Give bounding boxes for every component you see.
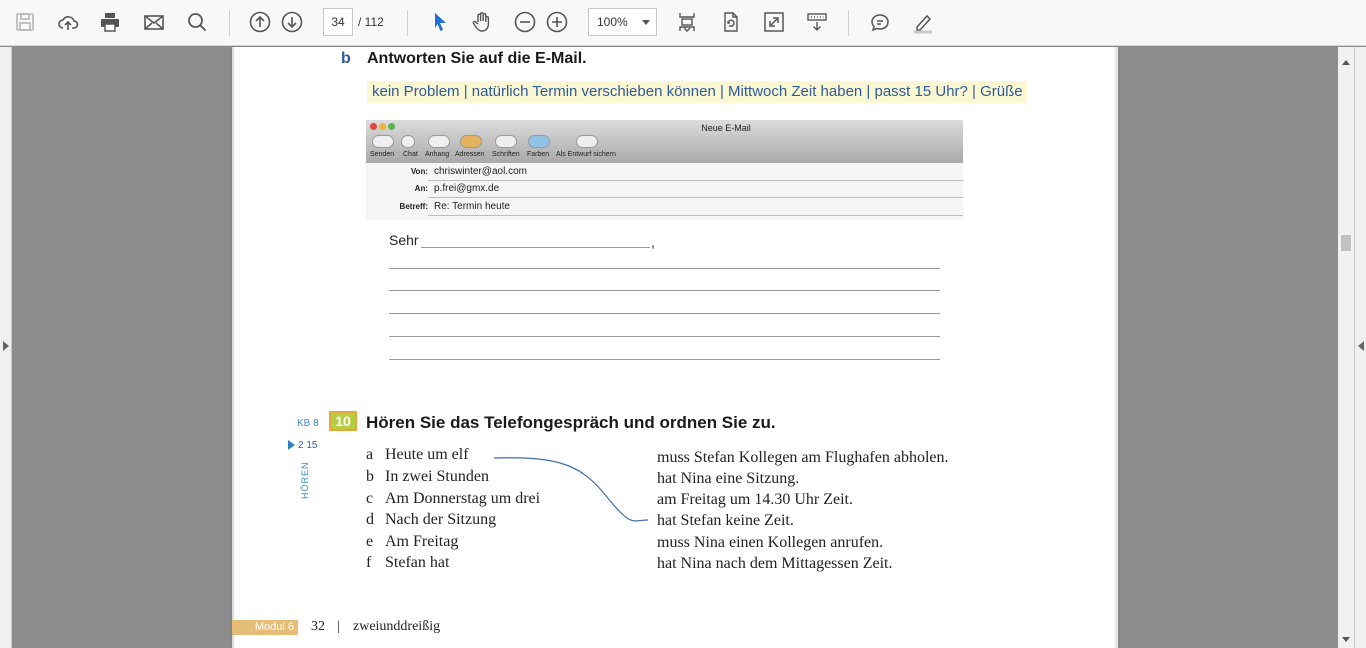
match-left-item: b In zwei Stunden [366, 468, 489, 485]
pdf-page [232, 47, 1118, 648]
page-number-input[interactable]: 34 [323, 8, 353, 36]
email-window [366, 120, 963, 220]
email-button-label: Anhang [425, 151, 450, 158]
match-right-item: hat Stefan keine Zeit. [657, 512, 794, 529]
write-line [389, 336, 940, 337]
colors-icon [528, 135, 550, 148]
email-subject-value: Re: Termin heute [434, 201, 510, 212]
chevron-right-icon [3, 341, 9, 351]
match-right-item: muss Stefan Kollegen am Flughafen abholen. [657, 449, 949, 466]
write-line [389, 268, 940, 269]
email-from-value: chriswinter@aol.com [434, 166, 527, 177]
email-to-label: An: [414, 184, 428, 193]
part-b-letter: b [341, 50, 351, 67]
email-button-label: Chat [403, 151, 418, 158]
email-button-label: Als Entwurf sichern [556, 151, 616, 158]
page-edge [232, 47, 234, 648]
scrollbar-thumb[interactable] [1341, 235, 1351, 251]
page-total: / 112 [358, 15, 384, 29]
hand-tool-icon[interactable] [467, 7, 497, 37]
email-to-value: p.frei@gmx.de [434, 183, 500, 194]
match-right-item: hat Nina eine Sitzung. [657, 470, 800, 487]
email-button-label: Adressen [455, 151, 485, 158]
scroll-down-icon[interactable] [1342, 637, 1350, 642]
part-b-instruction: Antworten Sie auf die E-Mail. [367, 50, 587, 67]
attachment-icon [428, 135, 450, 148]
email-toolbar [366, 120, 963, 163]
email-from-label: Von: [410, 167, 428, 176]
fonts-icon [495, 135, 517, 148]
exercise-number-badge [329, 411, 357, 431]
comment-icon[interactable] [865, 7, 895, 37]
highlight-pen-icon[interactable] [908, 7, 938, 37]
email-subject-label: Betreff: [399, 202, 428, 211]
rotate-page-icon[interactable] [716, 7, 746, 37]
email-greeting: Sehr [389, 232, 419, 248]
audio-track: 2 15 [298, 440, 318, 451]
zoom-out-icon[interactable] [510, 7, 540, 37]
exercise-title: Hören Sie das Telefongespräch und ordnen Sie zu. [366, 413, 776, 432]
match-right-item: hat Nina nach dem Mittagessen Zeit. [657, 555, 893, 572]
zoom-select[interactable] [588, 8, 657, 36]
zoom-in-icon[interactable] [542, 7, 572, 37]
match-right-item: muss Nina einen Kollegen anrufen. [657, 534, 884, 551]
match-left-item: a Heute um elf [366, 446, 469, 463]
write-line [389, 290, 940, 291]
email-window-title: Neue E-Mail [701, 123, 751, 133]
toolbar [0, 0, 1366, 46]
select-arrow-icon[interactable] [425, 7, 455, 37]
save-icon[interactable] [10, 7, 40, 37]
page-edge [1115, 47, 1118, 648]
address-book-icon [460, 135, 482, 148]
email-button-label: Schriften [492, 151, 520, 158]
play-audio-icon[interactable] [288, 440, 295, 450]
email-button-label: Farben [527, 151, 550, 158]
write-line [389, 359, 940, 360]
next-page-icon[interactable] [277, 7, 307, 37]
greeting-comma: , [651, 234, 655, 250]
previous-page-icon[interactable] [245, 7, 275, 37]
page-word: zweiunddreißig [353, 619, 441, 634]
write-line [421, 247, 650, 248]
print-icon[interactable] [95, 7, 125, 37]
match-connector-line [492, 452, 652, 524]
send-icon [372, 135, 394, 148]
page-number: 32 [311, 619, 325, 634]
match-right-item: am Freitag um 14.30 Uhr Zeit. [657, 491, 853, 508]
chat-icon [401, 135, 415, 148]
footer-divider: | [337, 619, 340, 634]
write-line [389, 313, 940, 314]
toolbar-separator [229, 10, 230, 36]
read-mode-icon[interactable] [802, 7, 832, 37]
zoom-value: 100% [597, 15, 628, 29]
right-panel-toggle[interactable] [1354, 47, 1366, 648]
toolbar-separator [848, 10, 849, 36]
chevron-left-icon [1358, 341, 1364, 351]
email-button-label: Senden [370, 151, 395, 158]
vertical-scrollbar[interactable] [1338, 47, 1354, 648]
scroll-mode-icon[interactable] [672, 7, 702, 37]
module-tag: Modul 6 [232, 620, 298, 635]
search-icon[interactable] [182, 7, 212, 37]
fullscreen-icon[interactable] [759, 7, 789, 37]
side-label: HÖREN [300, 461, 310, 499]
chevron-down-icon [642, 20, 650, 25]
hint-words: kein Problem | natürlich Termin verschieben können | Mittwoch Zeit haben | passt 15 Uhr? | Grüße [367, 81, 1027, 103]
mail-icon[interactable] [139, 7, 169, 37]
match-left-item: e Am Freitag [366, 533, 459, 550]
match-left-item: c Am Donnerstag um drei [366, 490, 541, 507]
draft-icon [576, 135, 598, 148]
upload-cloud-icon[interactable] [53, 7, 83, 37]
scroll-up-icon[interactable] [1342, 60, 1350, 65]
match-left-item: f Stefan hat [366, 554, 450, 571]
exercise-number: 10 [331, 413, 355, 429]
match-left-item: d Nach der Sitzung [366, 511, 497, 528]
toolbar-separator [407, 10, 408, 36]
kb-reference: KB 8 [297, 418, 319, 429]
left-panel-toggle[interactable] [0, 47, 12, 648]
